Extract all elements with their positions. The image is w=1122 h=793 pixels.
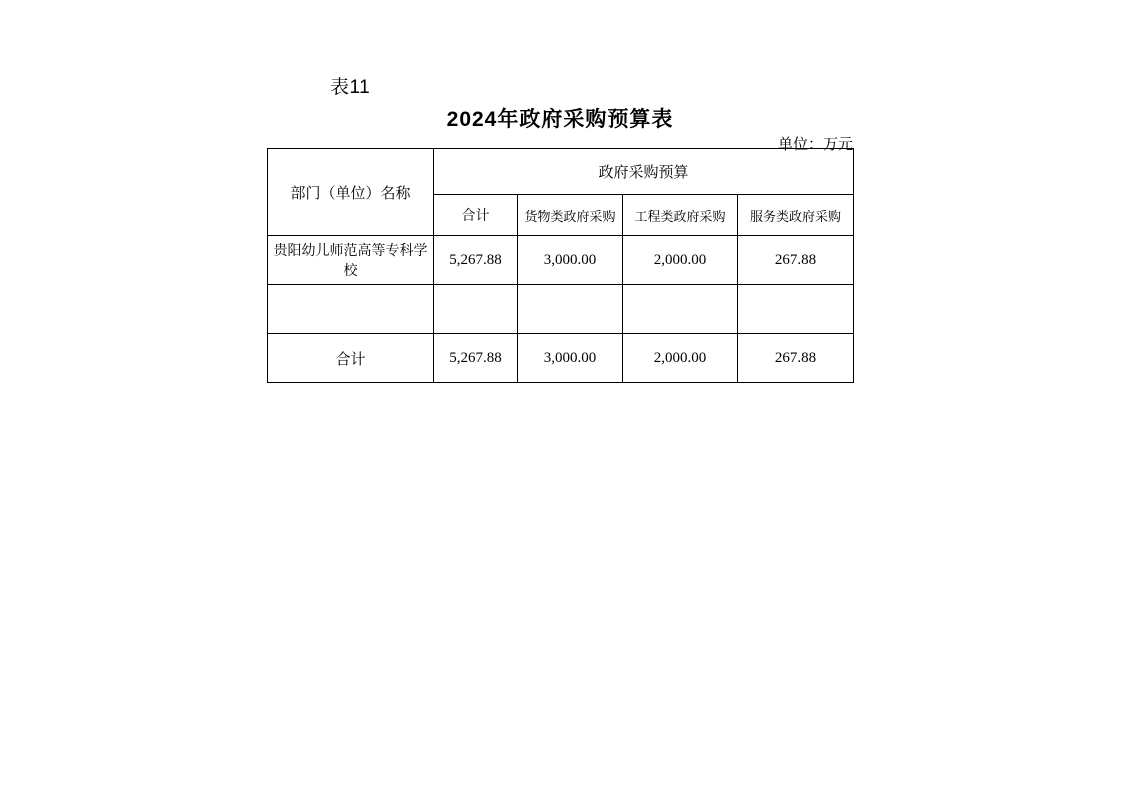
page-title: 2024年政府采购预算表 (446, 108, 674, 131)
header-cell-service: 服务类政府采购 (738, 195, 854, 236)
cell-service: 267.88 (738, 236, 854, 285)
table-header-row-group (268, 149, 854, 195)
cell-project (623, 285, 738, 334)
header-cell-total: 合计 (434, 195, 518, 236)
header-cell-procurement-group: 政府采购预算 (434, 149, 854, 195)
cell-goods (518, 285, 623, 334)
cell-summary-service: 267.88 (738, 334, 854, 383)
header-cell-project: 工程类政府采购 (623, 195, 738, 236)
table-label: 表11 (330, 77, 371, 98)
table-summary-row (268, 334, 854, 383)
cell-summary-goods: 3,000.00 (518, 334, 623, 383)
table-row (268, 285, 854, 334)
cell-project: 2,000.00 (623, 236, 738, 285)
header-cell-department-name: 部门（单位）名称 (268, 149, 434, 236)
table-row (268, 236, 854, 285)
cell-service (738, 285, 854, 334)
cell-department-name (268, 285, 434, 334)
cell-total: 5,267.88 (434, 236, 518, 285)
cell-summary-total: 5,267.88 (434, 334, 518, 383)
unit-note: 单位：万元 (777, 137, 853, 153)
cell-summary-project: 2,000.00 (623, 334, 738, 383)
cell-goods: 3,000.00 (518, 236, 623, 285)
cell-total (434, 285, 518, 334)
header-cell-goods: 货物类政府采购 (518, 195, 623, 236)
procurement-budget-table (267, 148, 854, 383)
cell-summary-label: 合计 (268, 334, 434, 383)
cell-department-name: 贵阳幼儿师范高等专科学校 (268, 236, 434, 285)
